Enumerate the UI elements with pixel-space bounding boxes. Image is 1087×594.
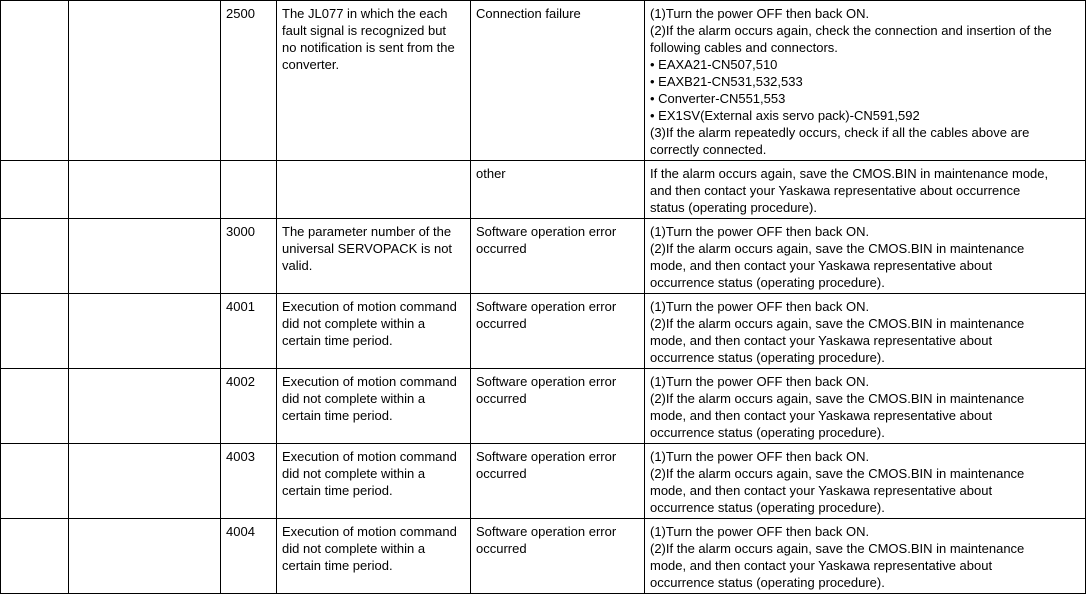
alarm-code <box>221 369 277 444</box>
alarm-cause <box>471 444 645 519</box>
remedy-line: mode, and then contact your Yaskawa representative about <box>650 333 993 348</box>
remedy-line: mode, and then contact your Yaskawa representative about <box>650 408 993 423</box>
cause-line: occurred <box>476 466 527 481</box>
alarm-cause <box>471 519 645 594</box>
alarm-code <box>221 1 277 161</box>
blank-cell <box>1 294 69 369</box>
description-line: universal SERVOPACK is not <box>282 241 453 256</box>
remedy-line: mode, and then contact your Yaskawa representative about <box>650 258 993 273</box>
description-line: The parameter number of the <box>282 224 452 239</box>
cause-line: occurred <box>476 391 527 406</box>
alarm-description <box>277 444 471 519</box>
alarm-description <box>277 294 471 369</box>
code-text: 4001 <box>226 299 255 314</box>
alarm-description <box>277 219 471 294</box>
table-row <box>1 161 1086 219</box>
remedy-line: (3)If the alarm repeatedly occurs, check if all the cables above are <box>650 125 1030 140</box>
table-row <box>1 294 1086 369</box>
alarm-code <box>221 161 277 219</box>
remedy-line: occurrence status (operating procedure). <box>650 575 885 590</box>
cause-line: occurred <box>476 316 527 331</box>
description-line: Execution of motion command <box>282 524 457 539</box>
cause-line: Software operation error <box>476 224 617 239</box>
cause-line: Software operation error <box>476 299 617 314</box>
remedy-line: (2)If the alarm occurs again, save the CMOS.BIN in maintenance <box>650 241 1025 256</box>
alarm-table-body <box>1 1 1086 594</box>
description-line: Execution of motion command <box>282 449 457 464</box>
blank-cell <box>1 161 69 219</box>
code-text: 2500 <box>226 6 255 21</box>
remedy-line: (2)If the alarm occurs again, save the CMOS.BIN in maintenance <box>650 466 1025 481</box>
code-text: 4002 <box>226 374 255 389</box>
description-line: did not complete within a <box>282 466 426 481</box>
description-line: certain time period. <box>282 483 393 498</box>
table-row <box>1 1 1086 161</box>
description-line: certain time period. <box>282 408 393 423</box>
blank-cell <box>1 519 69 594</box>
alarm-code <box>221 519 277 594</box>
cause-line: Connection failure <box>476 6 581 21</box>
blank-cell <box>69 294 221 369</box>
alarm-cause <box>471 294 645 369</box>
table-row <box>1 219 1086 294</box>
blank-cell <box>1 1 69 161</box>
description-line: certain time period. <box>282 333 393 348</box>
blank-cell <box>1 369 69 444</box>
remedy-line: following cables and connectors. <box>650 40 838 55</box>
remedy-line: (1)Turn the power OFF then back ON. <box>650 449 870 464</box>
remedy-line: (2)If the alarm occurs again, save the CMOS.BIN in maintenance <box>650 541 1025 556</box>
remedy-line: mode, and then contact your Yaskawa representative about <box>650 483 993 498</box>
alarm-remedy <box>645 1 1086 161</box>
remedy-line: occurrence status (operating procedure). <box>650 275 885 290</box>
description-line: Execution of motion command <box>282 299 457 314</box>
alarm-description <box>277 519 471 594</box>
description-line: The JL077 in which the each <box>282 6 448 21</box>
remedy-line: (1)Turn the power OFF then back ON. <box>650 6 870 21</box>
alarm-cause <box>471 219 645 294</box>
code-text: 3000 <box>226 224 255 239</box>
alarm-remedy <box>645 219 1086 294</box>
description-line: no notification is sent from the <box>282 40 455 55</box>
table-row <box>1 444 1086 519</box>
remedy-line: • EAXB21-CN531,532,533 <box>650 74 803 89</box>
description-line: Execution of motion command <box>282 374 457 389</box>
description-line: converter. <box>282 57 340 72</box>
remedy-line: occurrence status (operating procedure). <box>650 500 885 515</box>
description-line: did not complete within a <box>282 391 426 406</box>
remedy-line: and then contact your Yaskawa representative about occurrence <box>650 183 1021 198</box>
cause-line: Software operation error <box>476 524 617 539</box>
alarm-cause <box>471 1 645 161</box>
table-row <box>1 369 1086 444</box>
remedy-line: (1)Turn the power OFF then back ON. <box>650 374 870 389</box>
remedy-line: occurrence status (operating procedure). <box>650 425 885 440</box>
blank-cell <box>69 519 221 594</box>
description-line: certain time period. <box>282 558 393 573</box>
remedy-line: (2)If the alarm occurs again, save the CMOS.BIN in maintenance <box>650 316 1025 331</box>
alarm-remedy <box>645 519 1086 594</box>
remedy-line: • EAXA21-CN507,510 <box>650 57 778 72</box>
description-line: did not complete within a <box>282 316 426 331</box>
remedy-line: (2)If the alarm occurs again, save the CMOS.BIN in maintenance <box>650 391 1025 406</box>
blank-cell <box>1 444 69 519</box>
cause-line: occurred <box>476 541 527 556</box>
cause-line: other <box>476 166 506 181</box>
remedy-line: occurrence status (operating procedure). <box>650 350 885 365</box>
remedy-line: status (operating procedure). <box>650 200 817 215</box>
cause-line: Software operation error <box>476 374 617 389</box>
remedy-line: (1)Turn the power OFF then back ON. <box>650 224 870 239</box>
alarm-remedy <box>645 161 1086 219</box>
blank-cell <box>69 161 221 219</box>
code-text: 4003 <box>226 449 255 464</box>
remedy-line: (1)Turn the power OFF then back ON. <box>650 299 870 314</box>
remedy-line: (1)Turn the power OFF then back ON. <box>650 524 870 539</box>
table-row <box>1 519 1086 594</box>
remedy-line: (2)If the alarm occurs again, check the connection and insertion of the <box>650 23 1052 38</box>
alarm-remedy <box>645 444 1086 519</box>
alarm-code <box>221 219 277 294</box>
remedy-line: If the alarm occurs again, save the CMOS.BIN in maintenance mode, <box>650 166 1049 181</box>
alarm-code <box>221 294 277 369</box>
remedy-line: mode, and then contact your Yaskawa representative about <box>650 558 993 573</box>
description-line: did not complete within a <box>282 541 426 556</box>
cause-line: Software operation error <box>476 449 617 464</box>
alarm-description <box>277 369 471 444</box>
blank-cell <box>69 369 221 444</box>
blank-cell <box>69 444 221 519</box>
blank-cell <box>69 1 221 161</box>
blank-cell <box>69 219 221 294</box>
alarm-description <box>277 1 471 161</box>
alarm-cause <box>471 369 645 444</box>
alarm-code <box>221 444 277 519</box>
alarm-cause <box>471 161 645 219</box>
remedy-line: • Converter-CN551,553 <box>650 91 786 106</box>
description-line: valid. <box>282 258 313 273</box>
cause-line: occurred <box>476 241 527 256</box>
description-line: fault signal is recognized but <box>282 23 447 38</box>
alarm-remedy <box>645 294 1086 369</box>
alarm-description <box>277 161 471 219</box>
code-text: 4004 <box>226 524 255 539</box>
remedy-line: correctly connected. <box>650 142 767 157</box>
alarm-remedy <box>645 369 1086 444</box>
remedy-line: • EX1SV(External axis servo pack)-CN591,592 <box>650 108 920 123</box>
blank-cell <box>1 219 69 294</box>
